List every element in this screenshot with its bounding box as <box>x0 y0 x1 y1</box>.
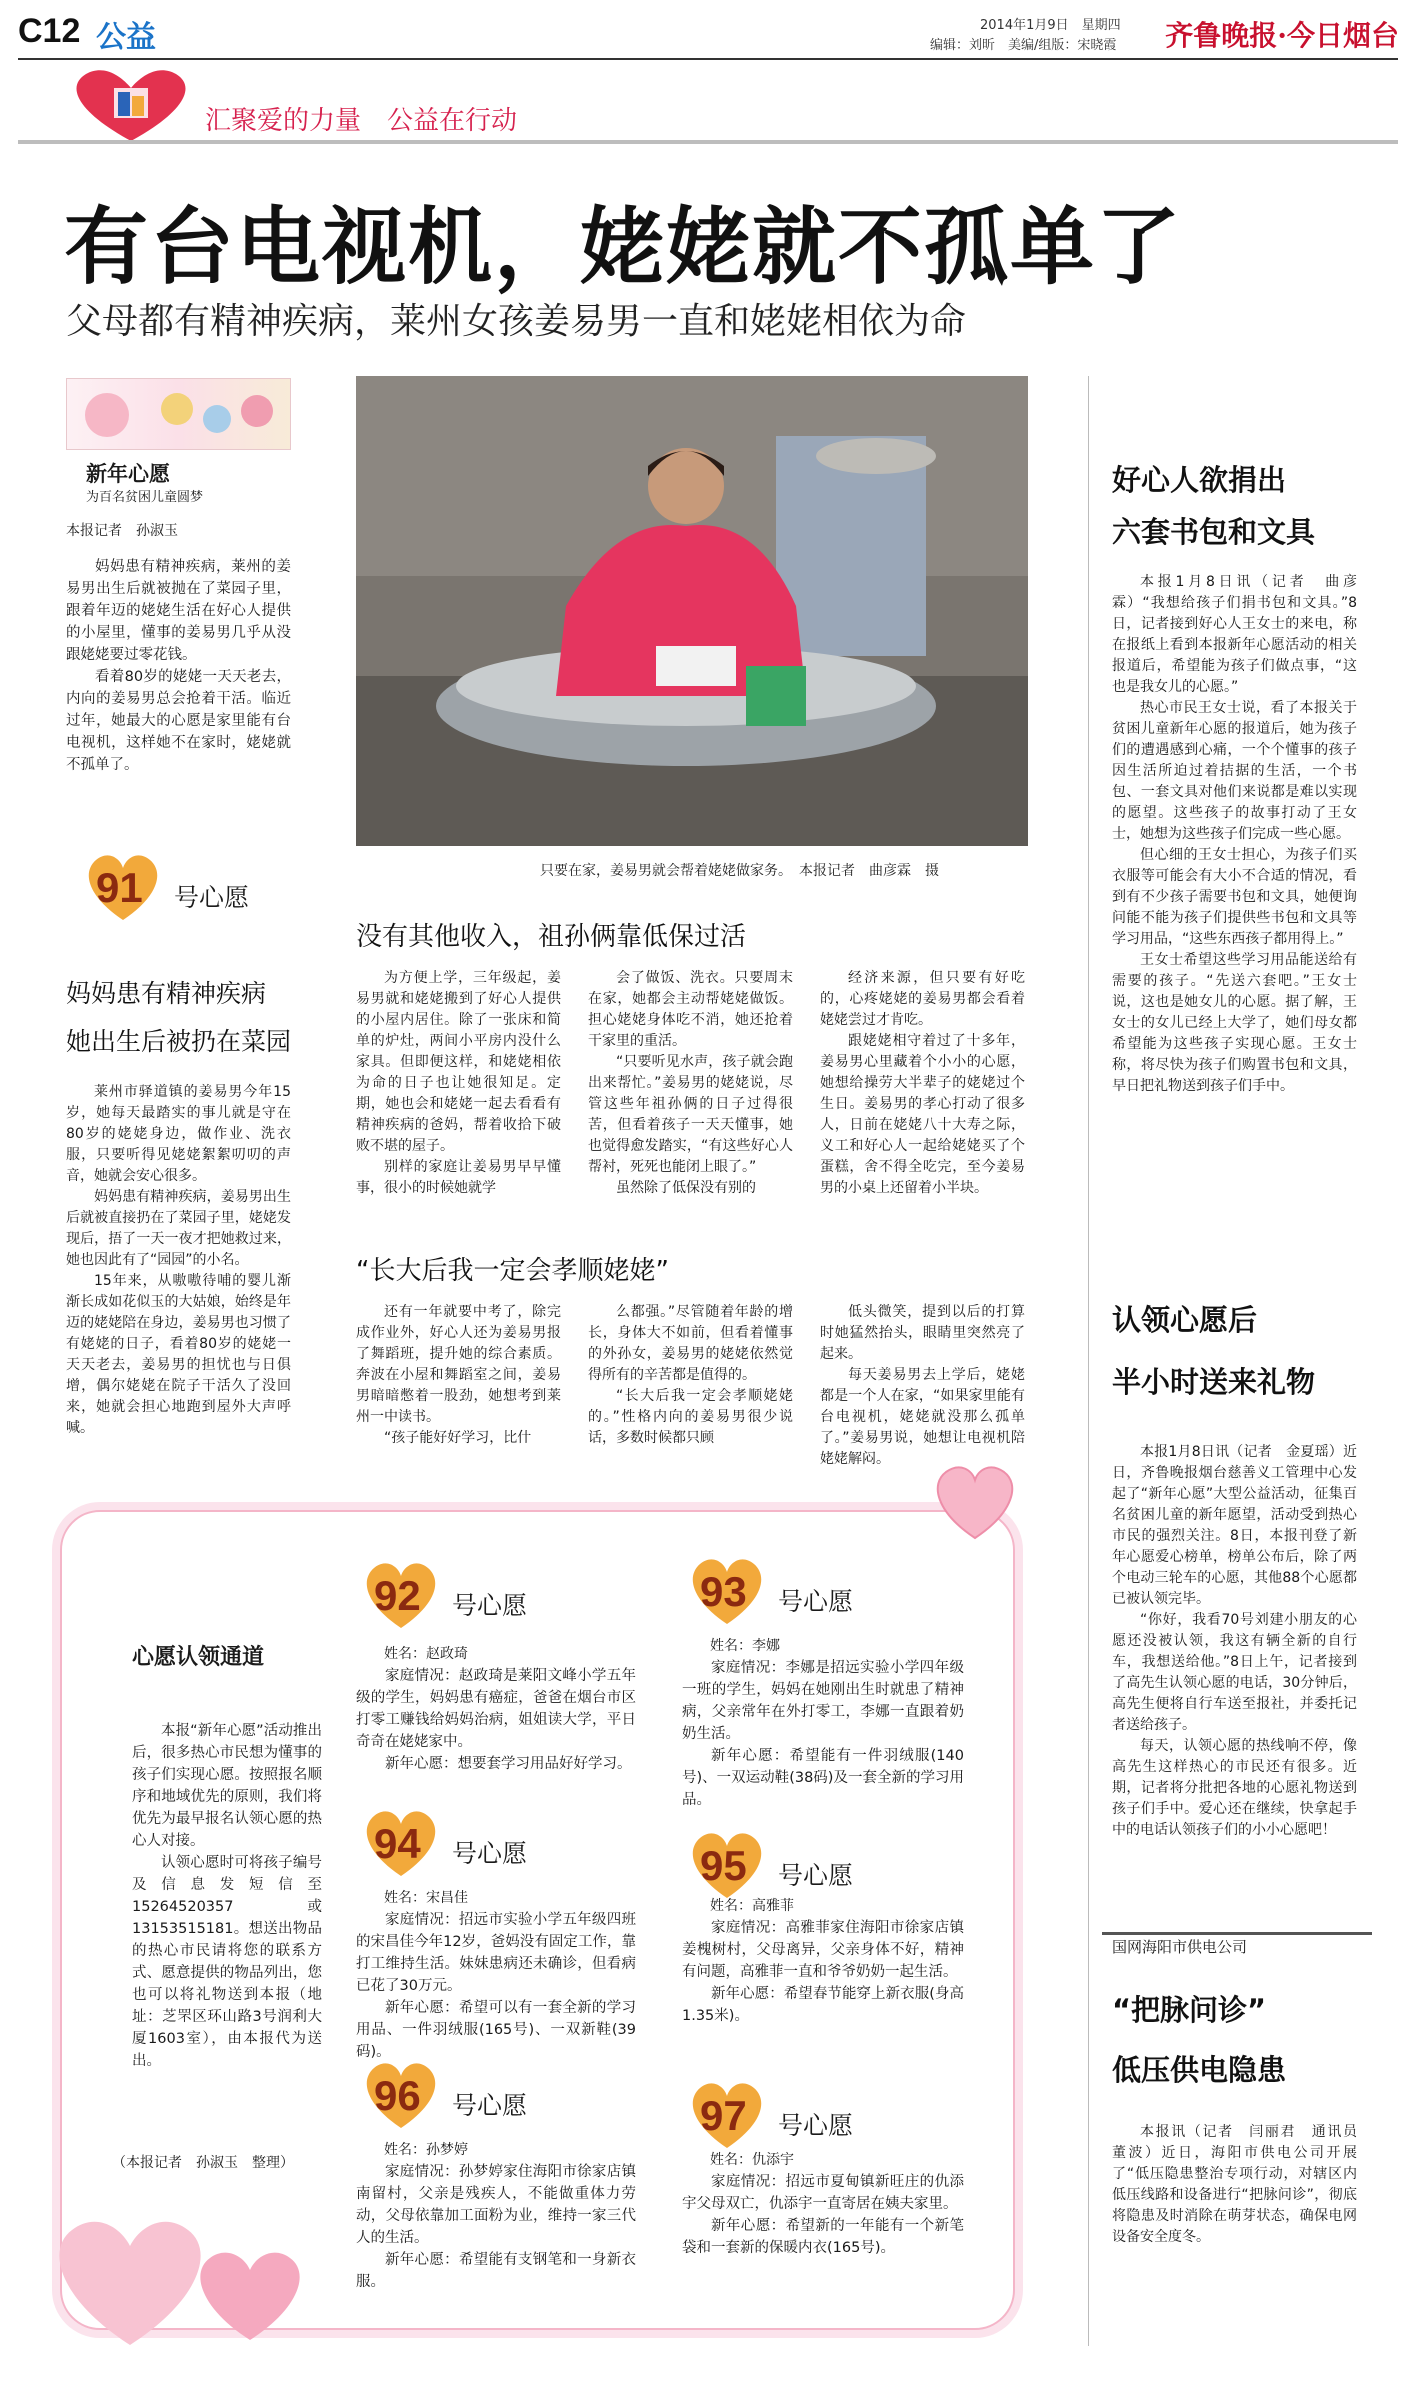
headline-subtitle: 父母都有精神疾病，莱州女孩姜易男一直和姥姥相依为命 <box>66 301 967 342</box>
badge-92: 92 号心愿 <box>360 1560 580 1630</box>
heart-icon <box>930 1462 1020 1542</box>
wish-95: 姓名：高雅菲 家庭情况：高雅菲家住海阳市徐家店镇姜槐树村，父母离异，父亲身体不好，精神有问题，高雅菲一直和爷爷奶奶一起生活。 新年心愿：希望春节能穿上新衣服(身高1.35米)。 <box>682 1898 964 2024</box>
right1-heading-1: 好心人欲捐出 <box>1112 463 1287 497</box>
headline-title: 有台电视机，姥姥就不孤单了 <box>64 198 1183 296</box>
mid-col-2: 会了做饭、洗衣。只要周末在家，她都会主动帮姥姥做饭。担心姥姥身体吃不消，她还抢着干家里的重活。 “只要听见水声，孩子就会跑出来帮忙。”姜易男的姥姥说，尽管这些年祖孙俩的日子过得很苦，但看着孩子一天天懂事，她也觉得愈发踏实，“有这些好心人帮衬，死死也能闭上眼了。” 虽然除了低保没有别的 <box>588 970 793 1196</box>
right2-text: 本报1月8日讯（记者 金夏瑶）近日，齐鲁晚报烟台慈善义工管理中心发起了“新年心愿”大型公益活动，征集百名贫困儿童的新年愿望，活动受到热心市民的强烈关注。8日，本报刊登了新年心愿爱心榜单，榜单公布后，除了两个电动三轮车的心愿，其他88个心愿都已被认领完毕。 “你好，我看70号刘建小朋友的心愿还没被认领，我这有辆全新的自行车，我想送给他。”8日上午，记者接到了高先生认领心愿的电话，30分钟后，高先生便将自行车送至报社，并委托记者送给孩子。 每天，认领心愿的热线响不停，像高先生这样热心的市民还有很多。近期，记者将分批把各地的心愿礼物送到孩子们手中。爱心还在继续，快拿起手中的电话认领孩子们的小小心愿吧！ <box>1112 1444 1357 1838</box>
badge-94: 94 号心愿 <box>360 1808 580 1878</box>
slogan: 汇聚爱的力量 公益在行动 <box>205 106 518 136</box>
wish-box-subtitle: 为百名贫困儿童圆梦 <box>86 490 204 505</box>
badge-91: 91 号心愿 <box>82 852 282 922</box>
photo-caption: 只要在家，姜易男就会帮着姥姥做家务。 本报记者 曲彦霖 摄 <box>540 863 939 879</box>
badge-97: 97 号心愿 <box>686 2080 906 2150</box>
wish-93: 姓名：李娜 家庭情况：李娜是招远实验小学四年级一班的学生，妈妈在她刚出生时就患了精神病，父亲常年在外打零工，李娜一直跟着奶奶生活。 新年心愿：希望能有一件羽绒服(140号)、一双运动鞋(38码)及一套全新的学习用品。 <box>682 1638 964 1808</box>
mid-col-5: 么都强。”尽管随着年龄的增长，身体大不如前，但看着懂事的外孙女，姜易男的姥姥依然觉得所有的辛苦都是值得的。 “长大后我一定会孝顺姥姥的。”性格内向的姜易男很少说话，多数时候都只顾 <box>588 1304 793 1446</box>
right3-heading-2: 低压供电隐患 <box>1112 2053 1287 2087</box>
hearts-decoration-icon <box>40 2190 330 2350</box>
channel-credit: （本报记者 孙淑玉 整理） <box>112 2155 294 2171</box>
right3-text: 本报讯（记者 闫丽君 通讯员 董波）近日，海阳市供电公司开展了“低压隐患整治专项行动，对辖区内低压线路和设备进行“把脉问诊”，彻底将隐患及时消除在萌芽状态，确保电网设备安全度冬。 <box>1112 2124 1371 2245</box>
mid-heading-2: “长大后我一定会孝顺姥姥” <box>356 1256 669 1286</box>
wish-92: 姓名：赵政琦 家庭情况：赵政琦是莱阳文峰小学五年级的学生，妈妈患有癌症，爸爸在烟台市区打零工赚钱给妈妈治病，姐姐读大学，平日奇奇在姥姥家中。 新年心愿：想要套学习用品好好学习。 <box>356 1646 636 1772</box>
main-photo <box>356 376 1028 846</box>
left-heading-1: 妈妈患有精神疾病 <box>66 979 267 1008</box>
issue-date: 2014年1月9日 星期四 <box>980 18 1121 33</box>
right1-text: 本报1月8日讯（记者 曲彦霖）“我想给孩子们捐书包和文具。”8日，记者接到好心人王女士的来电，称在报纸上看到本报新年心愿活动的相关报道后，希望能为孩子们做点事，“这也是我女儿的心愿。” 热心市民王女士说，看了本报关于贫困儿童新年心愿的报道后，她为孩子们的遭遇感到心痛，一个个懂事的孩子因生活所迫过着拮据的生活，一个书包、一套文具对他们来说都是难以实现的愿望。这些孩子的故事打动了王女士，她想为这些孩子们完成一些心愿。 但心细的王女士担心，为孩子们买衣服等可能会有大小不合适的情况，看到有不少孩子需要书包和文具，她便询问能不能为孩子们提供些书包和文具等学习用品，“这些东西孩子都用得上。” 王女士希望这些学习用品能送给有需要的孩子。“先送六套吧。”王女士说，这也是她女儿的心愿。据了解，王女士的女儿已经上大学了，她们母女都希望能为这些孩子实现心愿。王女士称，将尽快为孩子们购置书包和文具，早日把礼物送到孩子们手中。 <box>1112 574 1357 1094</box>
badge-95: 95 号心愿 <box>686 1830 906 1900</box>
channel-text: 本报“新年心愿”活动推出后，很多热心市民想为懂事的孩子们实现心愿。按照报名顺序和地域优先的原则，我们将优先为最早报名认领心愿的热心人对接。 认领心愿时可将孩子编号及信息发短信至15264520357或13153515181。想送出物品的热心市民请将您的联系方式、愿意提供的物品列出，您也可以将礼物送到本报（地址：芝罘区环山路3号润利大厦1603室），由本报代为送出。 <box>132 1723 322 2069</box>
new-year-wish-banner <box>66 378 291 450</box>
right2-heading-1: 认领心愿后 <box>1112 1303 1258 1337</box>
page-number: C12 <box>18 12 81 50</box>
wish-97: 姓名：仇添宇 家庭情况：招远市夏甸镇新旺庄的仇添宇父母双亡，仇添宇一直寄居在姨夫家里。 新年心愿：希望新的一年能有一个新笔袋和一套新的保暖内衣(165号)。 <box>682 2152 964 2256</box>
wish-96: 姓名：孙梦婷 家庭情况：孙梦婷家住海阳市徐家店镇南留村，父亲是残疾人，不能做重体力劳动，父母依靠加工面粉为业，维持一家三代人的生活。 新年心愿：希望能有支钢笔和一身新衣服。 <box>356 2142 636 2290</box>
badge-96: 96 号心愿 <box>360 2060 580 2130</box>
newspaper-brand: 齐鲁晚报·今日烟台 <box>1165 19 1399 52</box>
right2-heading-2: 半小时送来礼物 <box>1112 1365 1316 1399</box>
mid-col-4: 还有一年就要中考了，除完成作业外，好心人还为姜易男报了舞蹈班，提升她的综合素质。奔波在小屋和舞蹈室之间，姜易男暗暗憋着一股劲，她想考到莱州一中读书。 “孩子能好好学习，比什 <box>356 1304 561 1446</box>
mid-col-6: 低头微笑，提到以后的打算时她猛然抬头，眼睛里突然亮了起来。 每天姜易男去上学后，姥姥都是一个人在家，“如果家里能有台电视机，姥姥就没那么孤单了。”姜易男说，她想让电视机陪姥姥解闷。 <box>820 1304 1025 1467</box>
mid-heading-1: 没有其他收入，祖孙俩靠低保过活 <box>356 922 747 952</box>
wish-box-title: 新年心愿 <box>86 462 170 486</box>
channel-title: 心愿认领通道 <box>132 1645 265 1670</box>
editors-line: 编辑：刘昕 美编/组版：宋晓霞 <box>930 38 1117 53</box>
intro-text: 妈妈患有精神疾病，莱州的姜易男出生后就被抛在了菜园子里，跟着年迈的姥姥生活在好心人提供的小屋里，懂事的姜易男几乎从没跟姥姥要过零花钱。 看着80岁的姥姥一天天老去，内向的姜易男总会抢着干活。临近过年，她最大的心愿是家里能有台电视机，这样她不在家时，姥姥就不孤单了。 <box>66 559 291 773</box>
right3-heading-1: “把脉问诊” <box>1112 1993 1267 2027</box>
left-story-text: 莱州市驿道镇的姜易男今年15岁，她每天最踏实的事儿就是守在80岁的姥姥身边，做作业、洗衣服，只要听得见姥姥絮絮叨叨的声音，她就会安心很多。 妈妈患有精神疾病，姜易男出生后就被直接扔在了菜园子里，姥姥发现后，捂了一天一夜才把她救过来，她也因此有了“园园”的小名。 15年来，从嗷嗷待哺的婴儿渐渐长成如花似玉的大姑娘，始终是年迈的姥姥陪在身边，姜易男也习惯了有姥姥的日子，看着80岁的姥姥一天天老去，姜易男的担忧也与日俱增，偶尔姥姥在院子干活久了没回来，她就会担心地跑到屋外大声呼喊。 <box>66 1084 291 1436</box>
hands-heart-logo <box>66 66 196 146</box>
badge-93: 93 号心愿 <box>686 1556 906 1626</box>
section-name: 公益 <box>96 20 156 55</box>
left-heading-2: 她出生后被扔在菜园 <box>66 1027 292 1056</box>
mid-col-1: 为方便上学，三年级起，姜易男就和姥姥搬到了好心人提供的小屋内居住。除了一张床和简单的炉灶，两间小平房内没什么家具。但即便这样，和姥姥相依为命的日子也让她很知足。定期，她也会和姥姥一起去看看有精神疾病的爸妈，帮着收拾下破败不堪的屋子。 别样的家庭让姜易男早早懂事，很小的时候她就学 <box>356 970 561 1196</box>
right3-tag: 国网海阳市供电公司 <box>1112 1938 1248 1956</box>
wish-94: 姓名：宋昌佳 家庭情况：招远市实验小学五年级四班的宋昌佳今年12岁，爸妈没有固定工作，靠打工维持生活。妹妹患病还未确诊，但看病已花了30万元。 新年心愿：希望可以有一套全新的学习用品、一件羽绒服(165号)、一双新鞋(39码)。 <box>356 1890 636 2060</box>
byline-main: 本报记者 孙淑玉 <box>66 523 178 539</box>
right1-heading-2: 六套书包和文具 <box>1112 515 1316 549</box>
mid-col-3: 经济来源，但只要有好吃的，心疼姥姥的姜易男都会看着姥姥尝过才肯吃。 跟姥姥相守着过了十多年，姜易男心里藏着个小小的心愿，她想给操劳大半辈子的姥姥过个生日。姜易男的孝心打动了很多人，日前在姥姥八十大寿之际，义工和好心人一起给姥姥买了个蛋糕，舍不得全吃完，至今姜易男的小桌上还留着小半块。 <box>820 970 1025 1196</box>
